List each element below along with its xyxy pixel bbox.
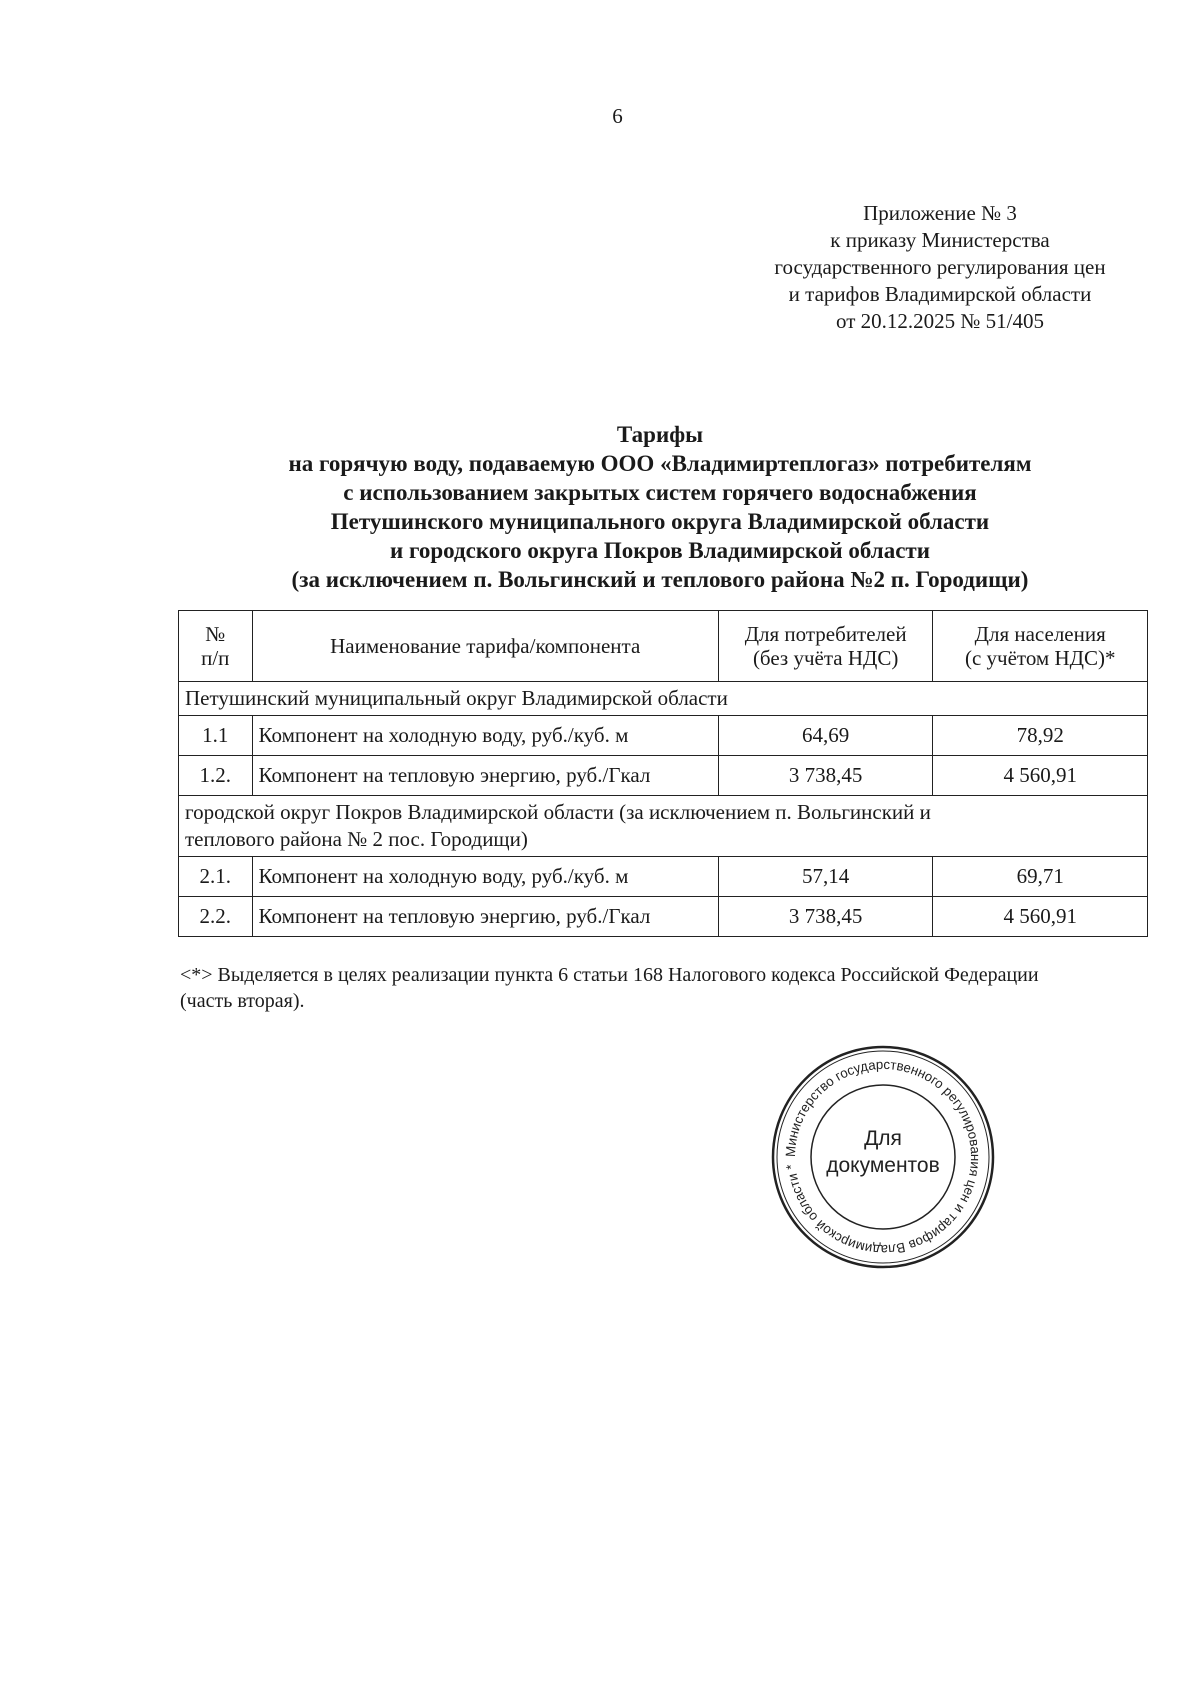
table-header-row [179, 611, 1148, 682]
row-name: Компонент на холодную воду, руб./куб. м [252, 716, 718, 756]
header-name: Наименование тарифа/компонента [252, 611, 718, 682]
row-population: 4 560,91 [933, 756, 1148, 796]
footnote-line: <*> Выделяется в целях реализации пункта 6 статьи 168 Налогового кодекса Российской Федерации [180, 964, 1039, 986]
row-name: Компонент на тепловую энергию, руб./Гкал [252, 897, 718, 937]
row-num: 1.1 [179, 716, 253, 756]
row-population: 4 560,91 [933, 897, 1148, 937]
table-row [179, 716, 1148, 756]
row-population: 69,71 [933, 857, 1148, 897]
document-title [160, 420, 1160, 594]
page-number: 6 [612, 104, 623, 128]
appendix-line: к приказу Министерства [830, 228, 1050, 252]
header-num: № п/п [179, 611, 253, 682]
section-row [179, 796, 1148, 857]
appendix-line: от 20.12.2025 № 51/405 [835, 309, 1045, 333]
row-num: 2.1. [179, 857, 253, 897]
title-line: Тарифы [616, 422, 704, 447]
header-population: Для населения (с учётом НДС)* [933, 611, 1148, 682]
row-consumers: 57,14 [718, 857, 933, 897]
appendix-line: Приложение № 3 [863, 201, 1017, 225]
appendix-reference [755, 200, 1125, 335]
section-title: городской округ Покров Владимирской области (за исключением п. Вольгинский и теплового района № 2 пос. Городищи) [179, 796, 1148, 857]
section-row [179, 682, 1148, 716]
title-line: Петушинского муниципального округа Владимирской области [330, 509, 990, 534]
appendix-line: государственного регулирования цен [774, 255, 1106, 279]
appendix-line: и тарифов Владимирской области [788, 282, 1092, 306]
title-line: (за исключением п. Вольгинский и теплового района №2 п. Городищи) [291, 567, 1029, 592]
section-title: Петушинский муниципальный округ Владимирской области [179, 682, 1148, 716]
table-row [179, 857, 1148, 897]
row-consumers: 3 738,45 [718, 756, 933, 796]
footnote-line: (часть вторая). [180, 990, 305, 1012]
footnote [180, 962, 1150, 1014]
row-num: 2.2. [179, 897, 253, 937]
stamp-ring-text: Министерство государственного регулирования цен и тарифов Владимирской области * [782, 1056, 984, 1258]
table-row [179, 756, 1148, 796]
title-line: и городского округа Покров Владимирской области [390, 538, 930, 563]
row-name: Компонент на холодную воду, руб./куб. м [252, 857, 718, 897]
tariffs-table [178, 610, 1148, 937]
row-population: 78,92 [933, 716, 1148, 756]
stamp-center-text: Для документов [826, 1127, 940, 1177]
row-name: Компонент на тепловую энергию, руб./Гкал [252, 756, 718, 796]
row-num: 1.2. [179, 756, 253, 796]
title-line: с использованием закрытых систем горячего водоснабжения [343, 480, 977, 505]
row-consumers: 3 738,45 [718, 897, 933, 937]
table-row [179, 897, 1148, 937]
row-consumers: 64,69 [718, 716, 933, 756]
header-consumers: Для потребителей (без учёта НДС) [718, 611, 933, 682]
title-line: на горячую воду, подаваемую ООО «Владимиртеплогаз» потребителям [288, 451, 1032, 476]
